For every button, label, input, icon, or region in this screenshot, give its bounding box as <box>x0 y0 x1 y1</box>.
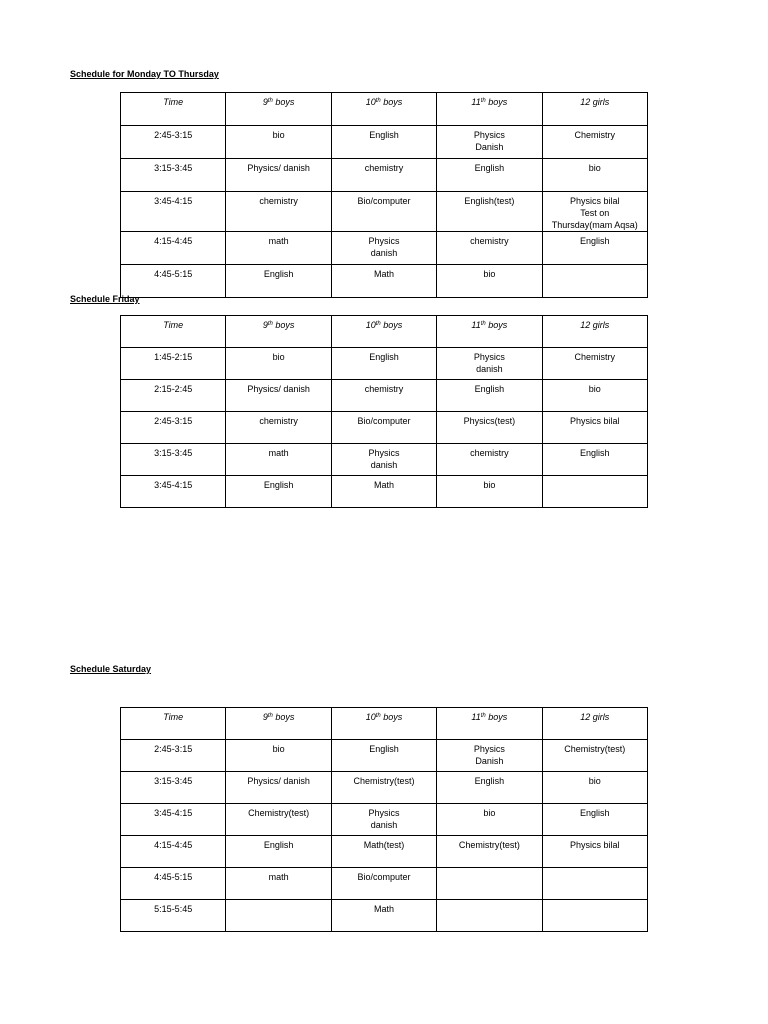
header-text: 11 <box>471 97 481 107</box>
subject-cell <box>226 900 331 932</box>
header-text: 9 <box>262 97 268 107</box>
header-row <box>121 708 648 740</box>
header-suffix: boys <box>380 97 403 107</box>
subject-cell: Math <box>331 476 436 508</box>
subject-cell: English <box>331 348 436 380</box>
header-text: Time <box>163 97 184 107</box>
subject-cell: Math <box>331 265 436 298</box>
subject-cell: Physics danish <box>331 232 436 265</box>
section-title-mon-thu: Schedule for Monday TO Thursday <box>70 69 219 79</box>
table-row <box>121 476 648 508</box>
subject-cell: math <box>226 444 331 476</box>
header-ordinal: th <box>267 713 273 719</box>
header-row <box>121 93 648 126</box>
header-suffix: boys <box>485 97 508 107</box>
header-suffix: boys <box>380 320 403 330</box>
subject-cell: Physics(test) <box>437 412 542 444</box>
section-title-saturday: Schedule Saturday <box>70 664 152 674</box>
table-row <box>121 740 648 772</box>
subject-cell: Math <box>331 900 436 932</box>
time-cell: 4:15-4:45 <box>121 232 226 265</box>
subject-cell: English <box>542 232 647 265</box>
table-row <box>121 265 648 298</box>
header-suffix: boys <box>485 320 508 330</box>
subject-cell: English <box>226 265 331 298</box>
subject-cell: Physics bilal Test on Thursday(mam Aqsa) <box>542 192 647 232</box>
header-text: 11 <box>471 320 481 330</box>
subject-cell: chemistry <box>437 444 542 476</box>
header-text: 10 <box>365 97 376 107</box>
schedule-table-friday <box>120 315 648 508</box>
table-row <box>121 772 648 804</box>
time-cell: 4:45-5:15 <box>121 868 226 900</box>
table-row <box>121 348 648 380</box>
time-cell: 3:15-3:45 <box>121 159 226 192</box>
subject-cell <box>542 476 647 508</box>
table-row <box>121 412 648 444</box>
section-title-friday: Schedule Friday <box>70 294 140 304</box>
subject-cell <box>542 900 647 932</box>
subject-cell: Physics Danish <box>437 126 542 159</box>
subject-cell: English(test) <box>437 192 542 232</box>
table-row <box>121 868 648 900</box>
header-ordinal: th <box>267 98 273 104</box>
schedule-table-mon-thu <box>120 92 648 298</box>
subject-cell: Chemistry(test) <box>542 740 647 772</box>
subject-cell: English <box>542 444 647 476</box>
header-cell <box>226 93 331 126</box>
subject-cell: Physics danish <box>437 348 542 380</box>
table-row <box>121 380 648 412</box>
header-ordinal: th <box>375 98 381 104</box>
time-cell: 3:45-4:15 <box>121 192 226 232</box>
subject-cell: Bio/computer <box>331 868 436 900</box>
header-ordinal: th <box>480 98 486 104</box>
header-cell <box>331 316 436 348</box>
header-text: Time <box>163 320 184 330</box>
header-text: 10 <box>365 320 376 330</box>
header-cell <box>331 708 436 740</box>
subject-cell: English <box>226 836 331 868</box>
subject-cell: bio <box>226 348 331 380</box>
header-cell <box>121 316 226 348</box>
header-cell <box>437 316 542 348</box>
time-cell: 3:15-3:45 <box>121 772 226 804</box>
subject-cell: bio <box>437 804 542 836</box>
subject-cell <box>542 868 647 900</box>
time-cell: 1:45-2:15 <box>121 348 226 380</box>
table-row <box>121 444 648 476</box>
subject-cell: English <box>437 772 542 804</box>
subject-cell: Chemistry(test) <box>226 804 331 836</box>
header-ordinal: th <box>267 321 273 327</box>
subject-cell: chemistry <box>331 159 436 192</box>
header-cell <box>121 708 226 740</box>
header-row <box>121 316 648 348</box>
header-text: 9 <box>262 320 268 330</box>
subject-cell: Bio/computer <box>331 412 436 444</box>
time-cell: 3:15-3:45 <box>121 444 226 476</box>
subject-cell: chemistry <box>331 380 436 412</box>
header-ordinal: th <box>375 321 381 327</box>
header-cell <box>542 93 647 126</box>
header-cell <box>437 708 542 740</box>
header-cell <box>542 316 647 348</box>
table-row <box>121 159 648 192</box>
subject-cell: Chemistry(test) <box>331 772 436 804</box>
header-text: 12 girls <box>580 712 610 722</box>
subject-cell: bio <box>437 476 542 508</box>
subject-cell: bio <box>542 380 647 412</box>
time-cell: 3:45-4:15 <box>121 804 226 836</box>
time-cell: 3:45-4:15 <box>121 476 226 508</box>
time-cell: 4:45-5:15 <box>121 265 226 298</box>
subject-cell: Math(test) <box>331 836 436 868</box>
header-ordinal: th <box>480 321 486 327</box>
subject-cell: math <box>226 232 331 265</box>
table-row <box>121 900 648 932</box>
header-suffix: boys <box>272 97 295 107</box>
subject-cell: Bio/computer <box>331 192 436 232</box>
subject-cell: bio <box>437 265 542 298</box>
subject-cell: Physics/ danish <box>226 380 331 412</box>
subject-cell <box>437 868 542 900</box>
subject-cell: bio <box>226 740 331 772</box>
header-suffix: boys <box>272 320 295 330</box>
subject-cell: Physics/ danish <box>226 772 331 804</box>
time-cell: 5:15-5:45 <box>121 900 226 932</box>
subject-cell: bio <box>226 126 331 159</box>
subject-cell <box>437 900 542 932</box>
subject-cell: English <box>226 476 331 508</box>
header-cell <box>226 708 331 740</box>
subject-cell: English <box>542 804 647 836</box>
time-cell: 2:15-2:45 <box>121 380 226 412</box>
subject-cell: Physics danish <box>331 804 436 836</box>
time-cell: 2:45-3:15 <box>121 126 226 159</box>
subject-cell: Chemistry <box>542 126 647 159</box>
header-cell <box>121 93 226 126</box>
subject-cell: Physics danish <box>331 444 436 476</box>
header-cell <box>542 708 647 740</box>
subject-cell: Chemistry(test) <box>437 836 542 868</box>
time-cell: 2:45-3:15 <box>121 740 226 772</box>
header-ordinal: th <box>480 713 486 719</box>
subject-cell: English <box>437 380 542 412</box>
subject-cell: chemistry <box>226 412 331 444</box>
table-row <box>121 126 648 159</box>
subject-cell: Physics Danish <box>437 740 542 772</box>
subject-cell: chemistry <box>226 192 331 232</box>
header-cell <box>226 316 331 348</box>
table-row <box>121 804 648 836</box>
header-text: 12 girls <box>580 320 610 330</box>
header-suffix: boys <box>272 712 295 722</box>
time-cell: 4:15-4:45 <box>121 836 226 868</box>
header-text: 11 <box>471 712 481 722</box>
time-cell: 2:45-3:15 <box>121 412 226 444</box>
header-text: 10 <box>365 712 376 722</box>
header-ordinal: th <box>375 713 381 719</box>
subject-cell: math <box>226 868 331 900</box>
subject-cell: Chemistry <box>542 348 647 380</box>
header-text: 9 <box>262 712 268 722</box>
table-row <box>121 232 648 265</box>
subject-cell: Physics bilal <box>542 836 647 868</box>
subject-cell: English <box>437 159 542 192</box>
header-suffix: boys <box>485 712 508 722</box>
schedule-table-saturday <box>120 707 648 932</box>
subject-cell <box>542 265 647 298</box>
subject-cell: English <box>331 126 436 159</box>
header-text: 12 girls <box>580 97 610 107</box>
header-cell <box>437 93 542 126</box>
subject-cell: bio <box>542 772 647 804</box>
subject-cell: Physics bilal <box>542 412 647 444</box>
header-cell <box>331 93 436 126</box>
table-row <box>121 836 648 868</box>
subject-cell: English <box>331 740 436 772</box>
header-suffix: boys <box>380 712 403 722</box>
subject-cell: bio <box>542 159 647 192</box>
header-text: Time <box>163 712 184 722</box>
subject-cell: chemistry <box>437 232 542 265</box>
table-row <box>121 192 648 232</box>
subject-cell: Physics/ danish <box>226 159 331 192</box>
